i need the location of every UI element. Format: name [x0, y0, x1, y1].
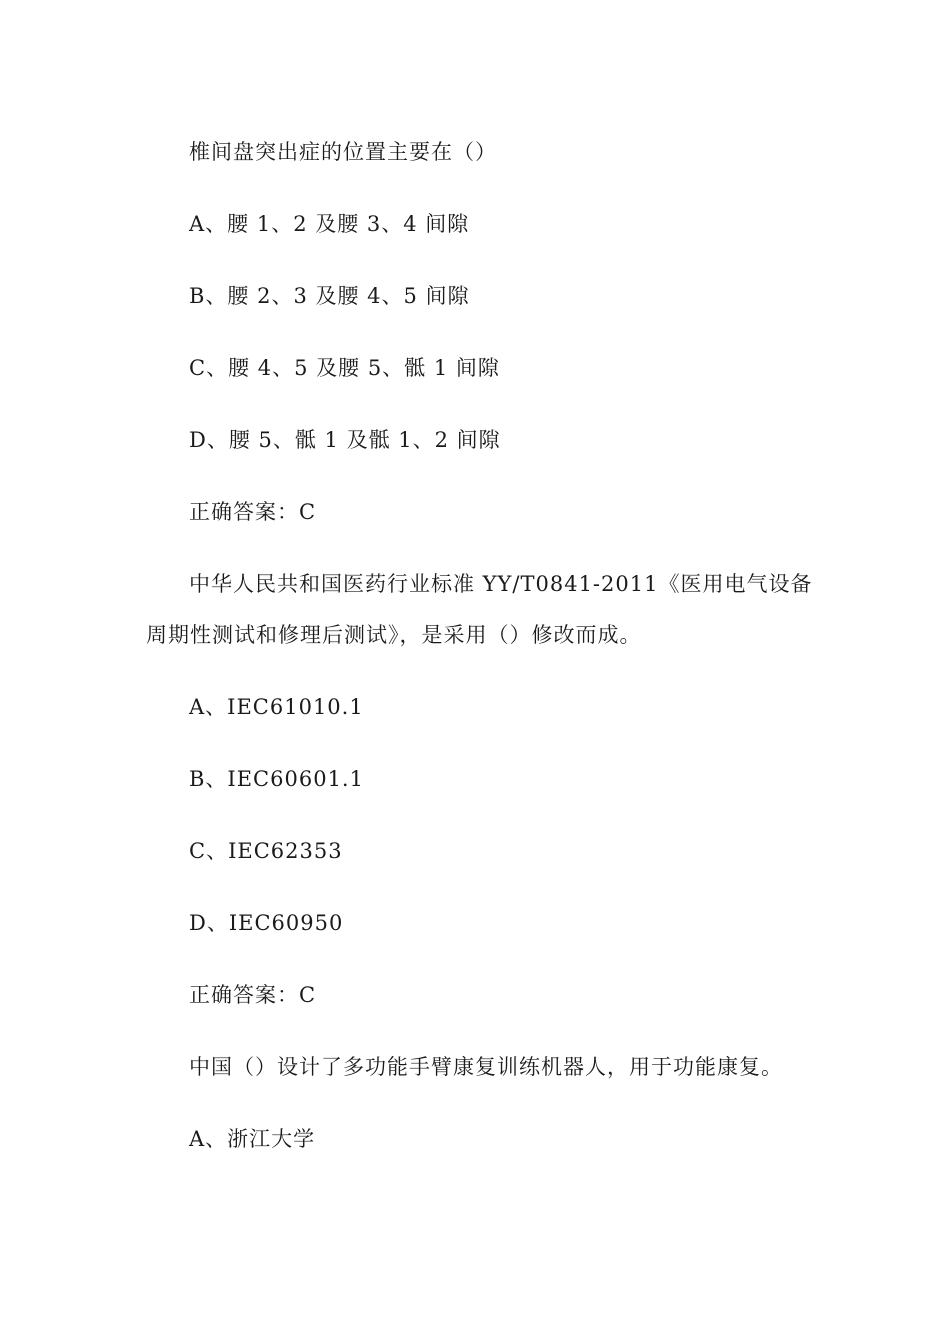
question-2-option-d: D、IEC60950 — [189, 911, 344, 935]
question-2-stem-line-1: 中华人民共和国医药行业标准 YY/T0841-2011《医用电气设备 — [189, 572, 813, 596]
question-3-option-a: A、浙江大学 — [189, 1127, 316, 1151]
question-2-option-a: A、IEC61010.1 — [189, 695, 364, 719]
question-2-stem-line-2: 周期性测试和修理后测试》，是采用（）修改而成。 — [146, 623, 642, 647]
question-2-option-c: C、IEC62353 — [189, 839, 343, 863]
question-1-stem: 椎间盘突出症的位置主要在（） — [189, 140, 497, 164]
question-1-option-b: B、腰 2、3 及腰 4、5 间隙 — [189, 284, 470, 308]
question-1-option-c: C、腰 4、5 及腰 5、骶 1 间隙 — [189, 356, 500, 380]
question-2-answer: 正确答案：C — [189, 983, 317, 1007]
question-2-option-b: B、IEC60601.1 — [189, 767, 364, 791]
question-1-option-d: D、腰 5、骶 1 及骶 1、2 间隙 — [189, 428, 501, 452]
question-1-answer: 正确答案：C — [189, 500, 317, 524]
question-1-option-a: A、腰 1、2 及腰 3、4 间隙 — [189, 212, 470, 236]
question-3-stem: 中国（）设计了多功能手臂康复训练机器人，用于功能康复。 — [189, 1055, 783, 1079]
